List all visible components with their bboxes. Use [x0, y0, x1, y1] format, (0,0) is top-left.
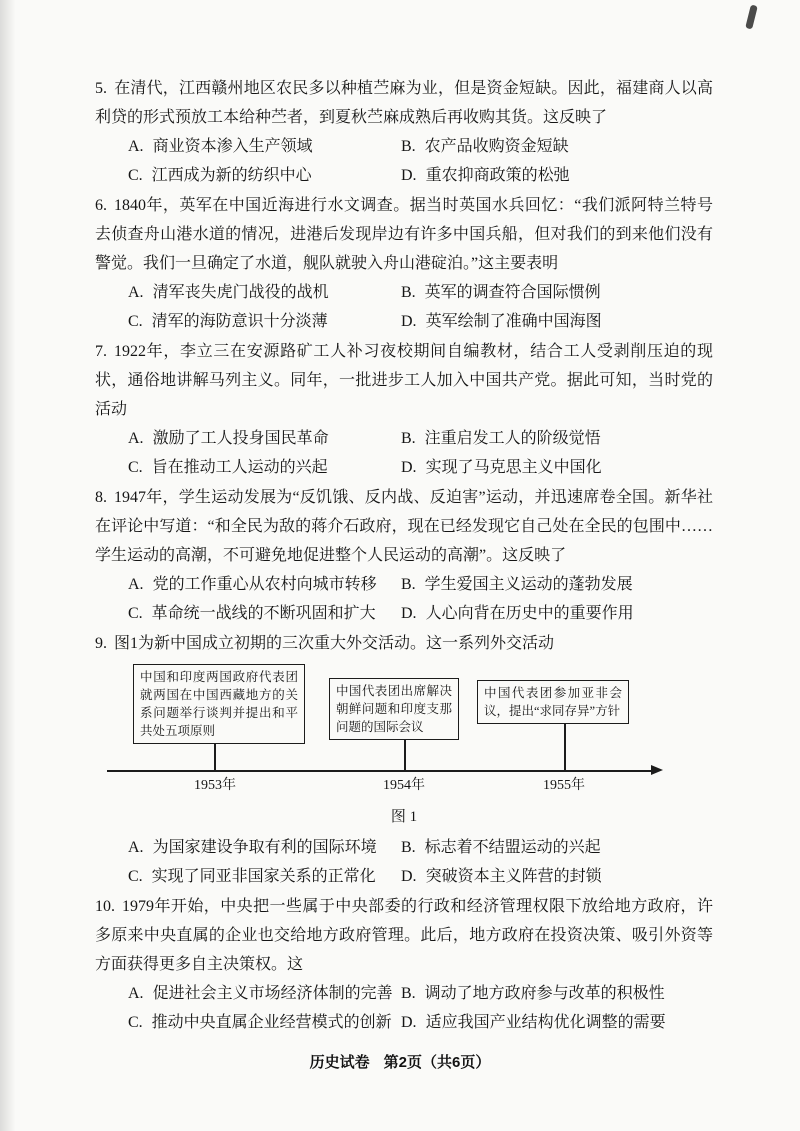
option-label: B. [401, 985, 416, 1002]
option-label: B. [401, 284, 416, 301]
question-5 [95, 74, 713, 190]
option-b [401, 424, 601, 453]
question-stem [95, 892, 713, 979]
option-text: 激励了工人投身国民革命 [152, 430, 329, 447]
option-b [401, 979, 665, 1008]
footer-page-number: 第2页（共6页） [383, 1054, 491, 1071]
option-row [128, 307, 713, 336]
option-d [401, 599, 634, 628]
option-label: B. [401, 430, 416, 447]
option-d [401, 862, 602, 891]
option-label: B. [401, 839, 416, 856]
question-stem [95, 337, 713, 424]
question-8 [95, 483, 713, 628]
exam-content [95, 74, 713, 1038]
option-text: 适应我国产业结构优化调整的需要 [425, 1014, 666, 1031]
question-number: 6. [95, 197, 107, 214]
option-d [401, 1008, 666, 1037]
option-text: 旨在推动工人运动的兴起 [151, 459, 328, 476]
option-label: A. [128, 284, 144, 301]
question-stem [95, 191, 713, 278]
question-text: 1922年，李立三在安源路矿工人补习夜校期间自编教材，结合工人受剥削压迫的现状，通俗地讲解马列主义。同年，一批进步工人加入中国共产党。据此可知，当时党的活动 [95, 343, 713, 418]
question-options [95, 278, 713, 336]
option-b [401, 278, 601, 307]
option-text: 革命统一战线的不断巩固和扩大 [151, 605, 376, 622]
question-number: 5. [95, 80, 107, 97]
question-number: 7. [95, 343, 107, 360]
option-label: B. [401, 576, 416, 593]
option-text: 突破资本主义阵营的封锁 [425, 868, 602, 885]
option-a [128, 424, 401, 453]
option-d [401, 453, 602, 482]
option-b [401, 132, 569, 161]
figure-1-timeline [95, 664, 713, 802]
option-label: C. [128, 1014, 143, 1031]
option-c [128, 862, 401, 891]
option-text: 调动了地方政府参与改革的积极性 [424, 985, 665, 1002]
option-label: C. [128, 167, 143, 184]
option-a [128, 833, 401, 862]
option-text: 农产品收购资金短缺 [424, 138, 569, 155]
question-9 [95, 629, 713, 891]
option-text: 党的工作重心从农村向城市转移 [152, 576, 377, 593]
option-text: 江西成为新的纺织中心 [151, 167, 312, 184]
timeline-axis-line [107, 770, 655, 772]
option-text: 重农抑商政策的松弛 [425, 167, 570, 184]
option-text: 英军的调查符合国际惯例 [424, 284, 601, 301]
scan-binding-mark [745, 5, 758, 30]
option-label: A. [128, 576, 144, 593]
option-text: 标志着不结盟运动的兴起 [424, 839, 601, 856]
timeline-event-box-1954: 中国代表团出席解决朝鲜问题和印度支那问题的国际会议 [329, 678, 459, 740]
question-10 [95, 892, 713, 1037]
option-label: D. [401, 868, 417, 885]
option-row [128, 161, 713, 190]
timeline-arrowhead-icon [651, 765, 663, 775]
option-c [128, 1008, 401, 1037]
option-label: C. [128, 868, 143, 885]
option-label: A. [128, 430, 144, 447]
option-d [401, 161, 570, 190]
timeline-year-1955: 1955年 [543, 778, 585, 793]
option-row [128, 1008, 713, 1037]
option-text: 实现了马克思主义中国化 [425, 459, 602, 476]
question-options [95, 570, 713, 628]
option-a [128, 570, 401, 599]
option-label: D. [401, 1014, 417, 1031]
option-text: 清军的海防意识十分淡薄 [151, 313, 328, 330]
option-text: 人心向背在历史中的重要作用 [425, 605, 634, 622]
question-number: 9. [95, 635, 107, 652]
footer-exam-title: 历史试卷 [309, 1054, 370, 1071]
question-7 [95, 337, 713, 482]
option-c [128, 599, 401, 628]
timeline-event-box-1953: 中国和印度两国政府代表团就两国在中国西藏地方的关系问题举行谈判并提出和平共处五项原则 [133, 664, 305, 744]
option-label: C. [128, 605, 143, 622]
option-label: A. [128, 839, 144, 856]
question-text: 图1为新中国成立初期的三次重大外交活动。这一系列外交活动 [114, 635, 555, 652]
question-stem [95, 74, 713, 132]
option-a [128, 278, 401, 307]
option-text: 学生爱国主义运动的蓬勃发展 [424, 576, 633, 593]
option-label: D. [401, 459, 417, 476]
option-label: B. [401, 138, 416, 155]
option-a [128, 979, 401, 1008]
option-text: 促进社会主义市场经济体制的完善 [152, 985, 393, 1002]
option-c [128, 307, 401, 336]
option-row [128, 570, 713, 599]
option-text: 为国家建设争取有利的国际环境 [152, 839, 377, 856]
option-b [401, 833, 601, 862]
option-label: A. [128, 138, 144, 155]
option-label: C. [128, 459, 143, 476]
page-footer [0, 1051, 800, 1072]
question-number: 8. [95, 489, 107, 506]
question-stem [95, 629, 713, 658]
question-6 [95, 191, 713, 336]
option-c [128, 161, 401, 190]
question-number: 10. [95, 898, 115, 915]
option-row [128, 833, 713, 862]
option-label: D. [401, 605, 417, 622]
option-a [128, 132, 401, 161]
option-row [128, 424, 713, 453]
option-text: 推动中央直属企业经营模式的创新 [151, 1014, 392, 1031]
option-label: C. [128, 313, 143, 330]
option-b [401, 570, 633, 599]
option-text: 英军绘制了准确中国海图 [425, 313, 602, 330]
option-text: 实现了同亚非国家关系的正常化 [151, 868, 376, 885]
question-text: 1840年，英军在中国近海进行水文调查。据当时英国水兵回忆：“我们派阿特兰特号去侦查舟山港水道的情况，进港后发现岸边有许多中国兵船，但对我们的到来他们没有警觉。我们一旦确定了水道，舰队就驶入舟山港碇泊。”这主要表明 [95, 197, 713, 272]
option-text: 注重启发工人的阶级觉悟 [424, 430, 601, 447]
option-row [128, 862, 713, 891]
option-row [128, 278, 713, 307]
option-c [128, 453, 401, 482]
timeline-event-box-1955: 中国代表团参加亚非会议，提出“求同存异”方针 [477, 680, 629, 724]
figure-caption: 图 1 [390, 809, 418, 825]
question-options [95, 424, 713, 482]
option-label: D. [401, 167, 417, 184]
question-options [95, 833, 713, 891]
option-label: D. [401, 313, 417, 330]
option-text: 商业资本渗入生产领域 [152, 138, 313, 155]
question-text: 1979年开始，中央把一些属于中央部委的行政和经济管理权限下放给地方政府，许多原来中央直属的企业也交给地方政府管理。此后，地方政府在投资决策、吸引外资等方面获得更多自主决策权。这 [95, 898, 713, 973]
option-text: 清军丧失虎门战役的战机 [152, 284, 329, 301]
option-row [128, 132, 713, 161]
timeline-year-1953: 1953年 [194, 778, 236, 793]
question-text: 在清代，江西赣州地区农民多以种植苎麻为业，但是资金短缺。因此，福建商人以高利贷的形式预放工本给种苎者，到夏秋苎麻成熟后再收购其货。这反映了 [95, 80, 713, 126]
option-d [401, 307, 602, 336]
question-text: 1947年，学生运动发展为“反饥饿、反内战、反迫害”运动，并迅速席卷全国。新华社在评论中写道：“和全民为敌的蒋介石政府，现在已经发现它自己处在全民的包围中……学生运动的高潮，不可避免地促进整个人民运动的高潮”。这反映了 [95, 489, 713, 564]
option-label: A. [128, 985, 144, 1002]
option-row [128, 599, 713, 628]
question-stem [95, 483, 713, 570]
option-row [128, 453, 713, 482]
timeline-year-1954: 1954年 [383, 778, 425, 793]
question-options [95, 979, 713, 1037]
question-options [95, 132, 713, 190]
option-row [128, 979, 713, 1008]
